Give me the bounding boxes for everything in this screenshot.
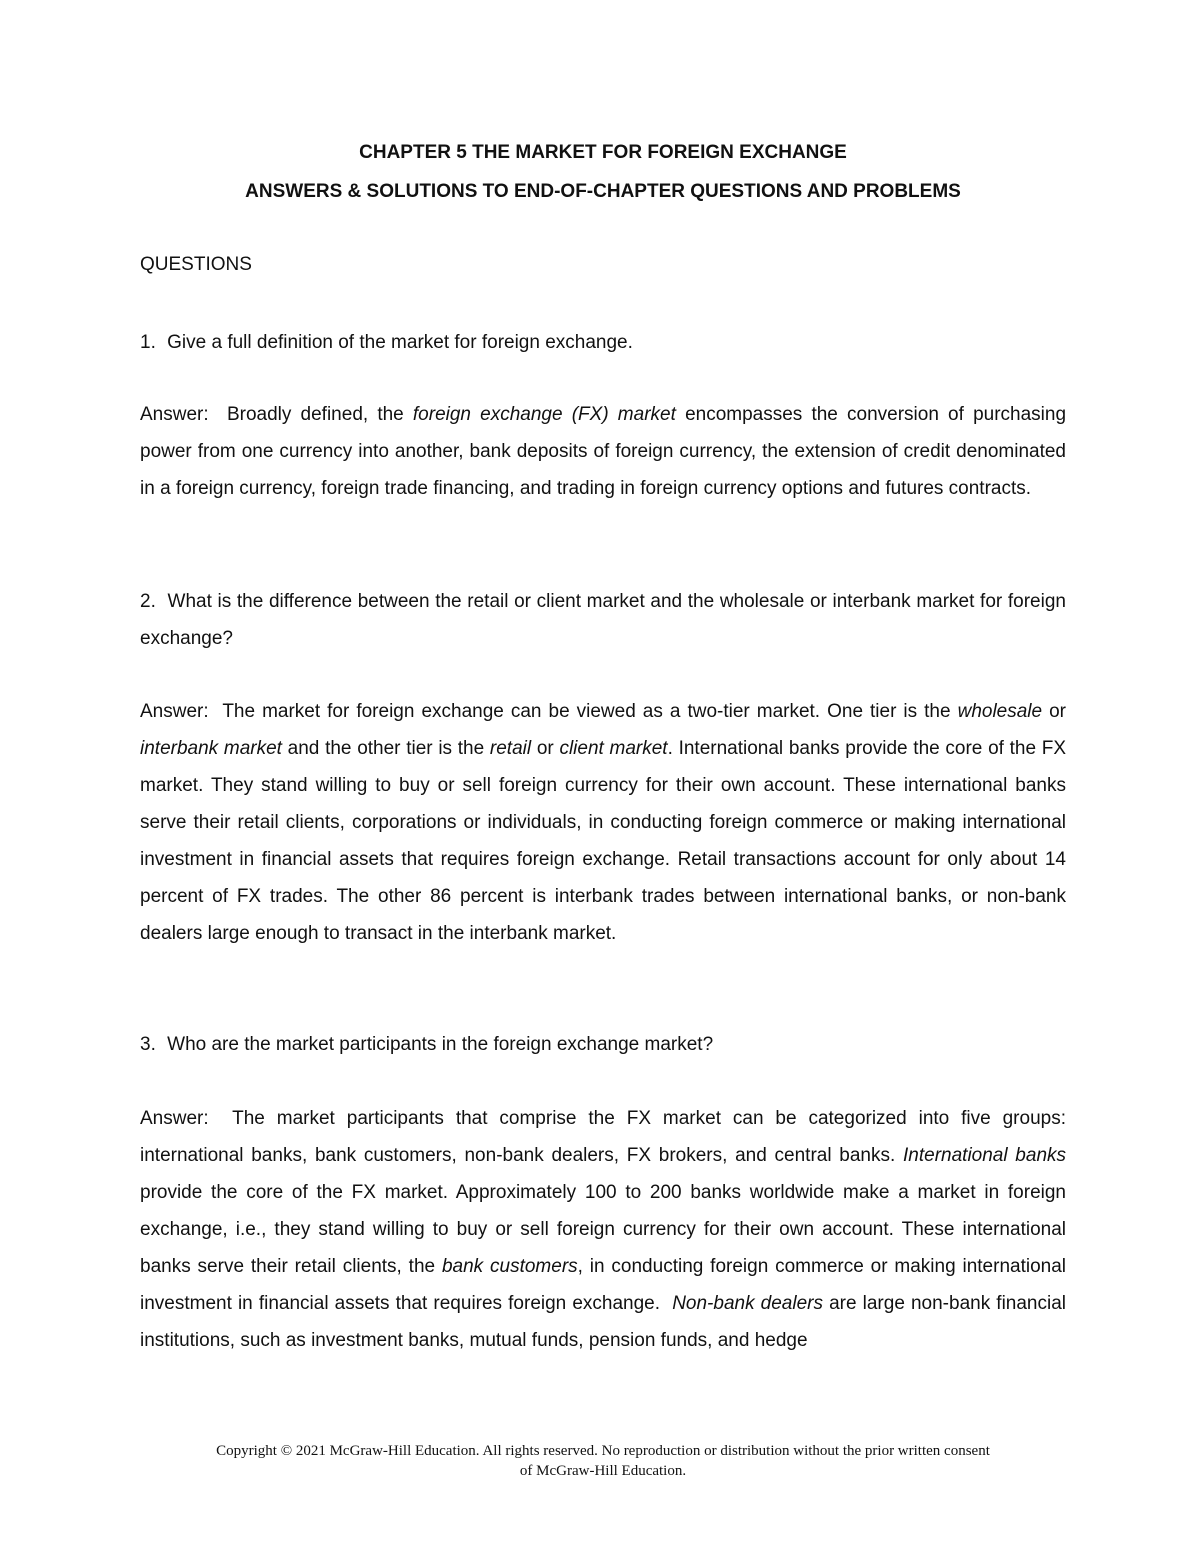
question-text: Give a full definition of the market for foreign exchange. (167, 332, 633, 353)
answer-text: or (1049, 701, 1067, 722)
copyright-line: of McGraw-Hill Education. (519, 1463, 687, 1479)
answer-text: provide the core of the FX market. Approximately 100 to 200 banks worldwide make a market in foreign exchange, i.e., they stand willing to buy or sell foreign currency for their own account. These international banks serve their retail clients, the (140, 1182, 1066, 1277)
answer-1 (140, 396, 1066, 507)
answer-emphasis: client market (559, 738, 668, 759)
answer-emphasis: wholesale (957, 701, 1043, 722)
question-number: 3. (140, 1034, 156, 1055)
answer-label: Answer: (140, 1108, 209, 1129)
section-label: QUESTIONS (140, 254, 252, 275)
answer-emphasis: interbank market (140, 738, 282, 759)
answer-emphasis: retail (489, 738, 532, 759)
answer-label: Answer: (140, 404, 209, 425)
question-1 (140, 324, 1066, 361)
answer-label: Answer: (140, 701, 209, 722)
question-number: 1. (140, 332, 156, 353)
answer-3 (140, 1100, 1066, 1359)
answer-emphasis: Non-bank dealers (672, 1293, 823, 1314)
answer-text: are large non-bank financial institutions, such as investment banks, mutual funds, pension funds, and hedge (140, 1293, 1067, 1351)
question-text: Who are the market participants in the foreign exchange market? (167, 1034, 714, 1055)
answer-text: and the other tier is the (287, 738, 485, 759)
question-3 (140, 1026, 1066, 1063)
answer-text: The market participants that comprise the FX market can be categorized into five groups: international banks, bank customers, non-bank dealers, FX brokers, and central banks. (140, 1108, 1066, 1166)
chapter-subtitle: ANSWERS & SOLUTIONS TO END-OF-CHAPTER QUESTIONS AND PROBLEMS (245, 181, 961, 202)
answer-text: Broadly defined, the (226, 404, 404, 425)
question-text: What is the difference between the retail or client market and the wholesale or interbank market for foreign exchange? (140, 591, 1066, 649)
answer-emphasis: bank customers (441, 1256, 578, 1277)
copyright-footer (140, 1441, 1066, 1481)
copyright-line: Copyright © 2021 McGraw-Hill Education. All rights reserved. No reproduction or distribution without the prior written consent (216, 1443, 990, 1459)
answer-text: , in conducting foreign commerce or making international investment in financial assets that requires foreign exchange. (140, 1256, 1067, 1314)
answer-text: The market for foreign exchange can be viewed as a two-tier market. One tier is the (222, 701, 951, 722)
question-number: 2. (140, 591, 156, 612)
answer-2 (140, 693, 1066, 952)
answer-emphasis: International banks (903, 1145, 1067, 1166)
answer-emphasis: foreign exchange (FX) market (412, 404, 676, 425)
answer-text: . International banks provide the core of the FX market. They stand willing to buy or sell foreign currency for their own account. These international banks serve their retail clients, corporations or individuals, in conducting foreign commerce or making international investment in financial assets that requires foreign exchange. Retail transactions account for only about 14 percent of FX trades. The other 86 percent is interbank trades between international banks, or non-bank dealers large enough to transact in the interbank market. (140, 738, 1067, 944)
chapter-title: CHAPTER 5 THE MARKET FOR FOREIGN EXCHANGE (359, 142, 847, 163)
answer-text: or (536, 738, 554, 759)
answer-text: encompasses the conversion of purchasing power from one currency into another, bank deposits of foreign currency, the extension of credit denominated in a foreign currency, foreign trade financing, and trading in foreign currency options and futures contracts. (140, 404, 1067, 499)
question-2 (140, 583, 1066, 657)
